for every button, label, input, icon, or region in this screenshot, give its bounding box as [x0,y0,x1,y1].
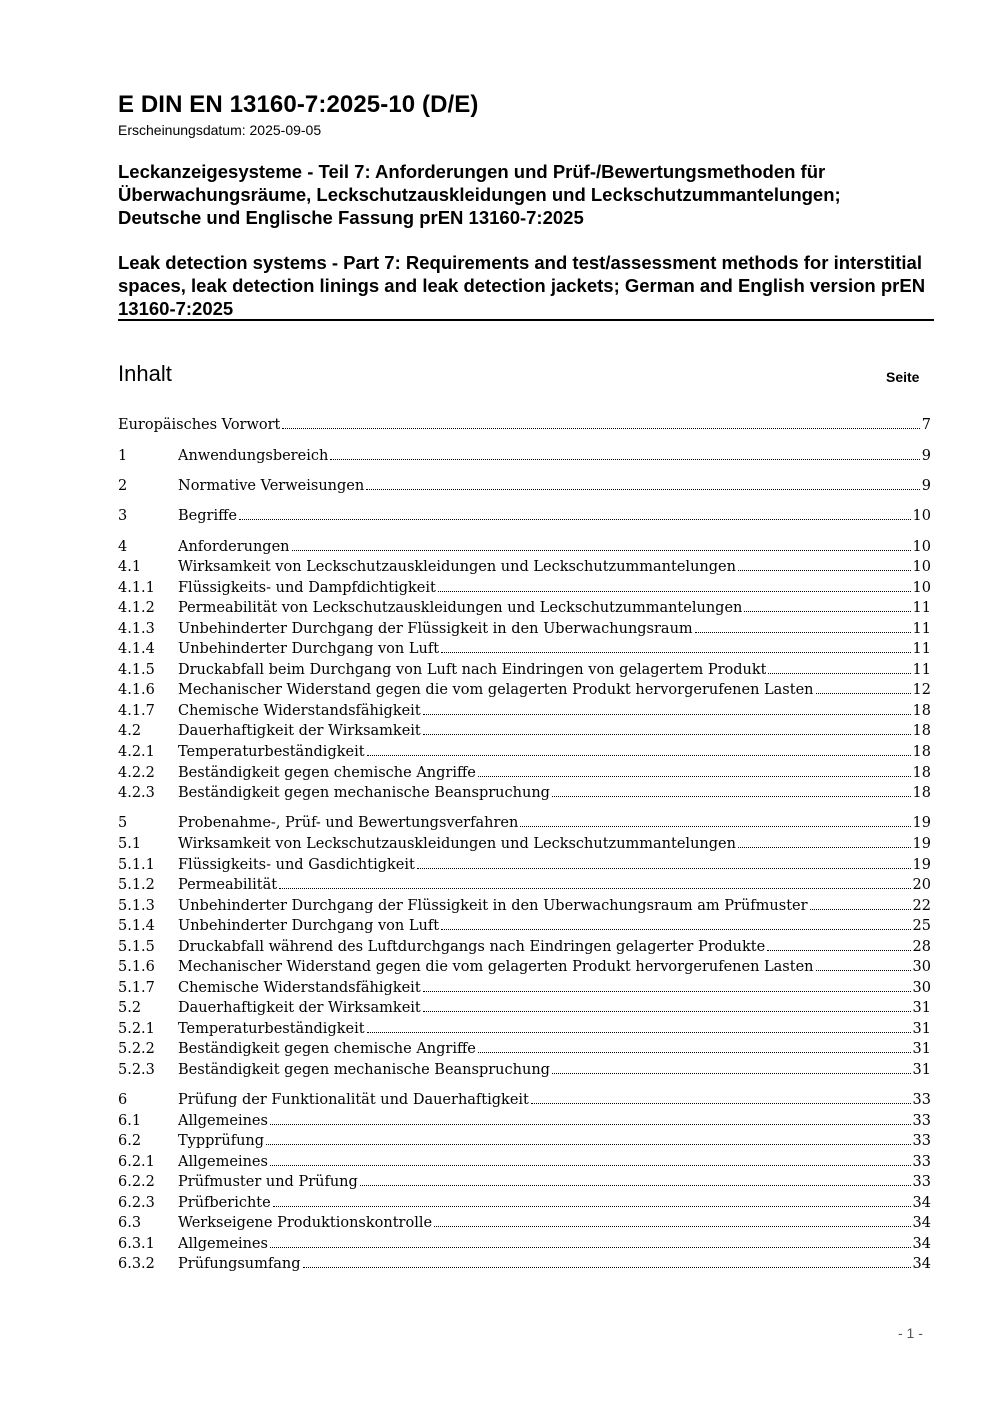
toc-entry-page: 12 [912,682,931,698]
toc-dot-leader [360,1185,911,1186]
toc-entry-title: Prüfungsumfang [178,1256,301,1272]
toc-entry-title: Temperaturbeständigkeit [178,1021,365,1037]
toc-entry-number: 5 [118,815,128,831]
toc-dot-leader [423,1011,911,1012]
toc-entry-page: 11 [912,662,931,678]
toc-page-column-label: Seite [886,369,920,385]
toc-entry-page: 11 [912,621,931,637]
toc-dot-leader [520,826,910,827]
toc-entry-title: Normative Verweisungen [178,478,365,494]
toc-entry-title: Permeabilität [178,877,278,893]
toc-entry-title: Unbehinderter Durchgang von Luft [178,641,440,657]
toc-entry-page: 10 [912,539,931,555]
toc-entry-title: Prüfberichte [178,1195,271,1211]
toc-entry[interactable] [118,621,931,641]
toc-entry-title: Typprüfung [178,1133,265,1149]
toc-entry-title: Dauerhaftigkeit der Wirksamkeit [178,1000,421,1016]
toc-entry-number: 5.1 [118,836,142,852]
toc-entry-title: Prüfmuster und Prüfung [178,1174,358,1190]
toc-entry-title: Mechanischer Widerstand gegen die vom gelagerten Produkt hervorgerufenen Lasten [178,959,814,975]
toc-entry-title: Allgemeines [178,1236,268,1252]
toc-entry-number: 5.1.2 [118,877,155,893]
toc-dot-leader [767,950,910,951]
toc-entry-title: Beständigkeit gegen mechanische Beanspruchung [178,785,550,801]
toc-entry[interactable] [118,417,931,437]
toc-entry-page: 25 [912,918,931,934]
toc-entry-page: 9 [921,448,931,464]
toc-dot-leader [367,1032,911,1033]
toc-entry-title: Dauerhaftigkeit der Wirksamkeit [178,723,421,739]
toc-dot-leader [768,673,910,674]
toc-entry-title: Anwendungsbereich [178,448,329,464]
toc-entry-number: 6.3.2 [118,1256,155,1272]
toc-dot-leader [434,1226,910,1227]
toc-entry-number: 4.2.2 [118,765,155,781]
toc-entry[interactable] [118,1154,931,1174]
toc-entry-page: 34 [912,1195,931,1211]
toc-entry[interactable] [118,836,931,856]
toc-entry[interactable] [118,580,931,600]
toc-entry-number: 5.2.2 [118,1041,155,1057]
toc-dot-leader [695,632,911,633]
toc-entry-number: 6.3.1 [118,1236,155,1252]
toc-dot-leader [417,868,911,869]
toc-entry[interactable] [118,1113,931,1133]
toc-entry-number: 4 [118,539,128,555]
toc-entry-title: Mechanischer Widerstand gegen die vom gelagerten Produkt hervorgerufenen Lasten [178,682,814,698]
toc-entry[interactable] [118,765,931,785]
toc-entry[interactable] [118,785,931,805]
toc-dot-leader [282,428,919,429]
title-german: Leckanzeigesysteme - Teil 7: Anforderungen und Prüf-/Bewertungsmethoden für Überwachungsräume, Leckschutzauskleidungen und Leckschutzummantelungen; Deutsche und Englische Fassung prEN 13160-7:2025 [118,161,841,228]
toc-entry[interactable] [118,600,931,620]
toc-dot-leader [423,991,911,992]
toc-entry[interactable] [118,877,931,897]
toc-entry-number: 4.1.1 [118,580,155,596]
toc-dot-leader [738,847,911,848]
toc-entry-number: 4.1.3 [118,621,155,637]
toc-entry-title: Unbehinderter Durchgang der Flüssigkeit in den Überwachungsraum am Prüfmuster [178,898,808,914]
toc-dot-leader [292,550,911,551]
toc-entry-number: 1 [118,448,128,464]
toc-entry[interactable] [118,448,931,468]
toc-entry-page: 20 [912,877,931,893]
toc-dot-leader [367,755,911,756]
toc-entry-title: Unbehinderter Durchgang von Luft [178,918,440,934]
toc-entry-number: 4.1.2 [118,600,155,616]
toc-entry-page: 18 [912,703,931,719]
toc-entry-title: Anforderungen [178,539,290,555]
toc-entry-page: 33 [912,1092,931,1108]
toc-entry[interactable] [118,959,931,979]
toc-entry-title: Beständigkeit gegen chemische Angriffe [178,765,476,781]
toc-entry-number: 4.1.7 [118,703,155,719]
toc-dot-leader [366,489,920,490]
toc-entry[interactable] [118,682,931,702]
toc-entry-title: Chemische Widerstandsfähigkeit [178,703,421,719]
toc-entry-number: 6.1 [118,1113,142,1129]
toc-entry-page: 19 [912,836,931,852]
toc-entry-number: 5.1.1 [118,857,155,873]
toc-entry-page: 9 [921,478,931,494]
toc-dot-leader [552,796,911,797]
toc-entry[interactable] [118,723,931,743]
toc-entry-title: Werkseigene Produktionskontrolle [178,1215,433,1231]
toc-entry-page: 18 [912,744,931,760]
toc-entry-page: 22 [912,898,931,914]
toc-dot-leader [273,1206,911,1207]
toc-dot-leader [478,1052,911,1053]
toc-entry[interactable] [118,641,931,661]
toc-entry-page: 31 [912,1000,931,1016]
toc-entry-number: 4.1.5 [118,662,155,678]
toc-entry[interactable] [118,1000,931,1020]
toc-entry-number: 4.2.3 [118,785,155,801]
toc-entry-number: 6 [118,1092,128,1108]
toc-entry-title: Flüssigkeits- und Gasdichtigkeit [178,857,415,873]
toc-entry-page: 30 [912,959,931,975]
toc-entry-page: 31 [912,1041,931,1057]
toc-entry[interactable] [118,703,931,723]
toc-entry[interactable] [118,478,931,498]
toc-entry-title: Probenahme-, Prüf- und Bewertungsverfahren [178,815,519,831]
toc-entry-title: Beständigkeit gegen mechanische Beanspruchung [178,1062,550,1078]
toc-entry-title: Chemische Widerstandsfähigkeit [178,980,421,996]
toc-entry-number: 2 [118,478,128,494]
toc-entry[interactable] [118,1092,931,1112]
toc-entry-title: Prüfung der Funktionalität und Dauerhaftigkeit [178,1092,529,1108]
toc-entry-page: 10 [912,580,931,596]
toc-entry[interactable] [118,1041,931,1061]
toc-dot-leader [531,1103,911,1104]
toc-entry-title: Flüssigkeits- und Dampfdichtigkeit [178,580,436,596]
toc-entry-page: 33 [912,1154,931,1170]
toc-entry[interactable] [118,898,931,918]
toc-entry-number: 6.2.1 [118,1154,155,1170]
title-english: Leak detection systems - Part 7: Requirements and test/assessment methods for interstitial spaces, leak detection linings and leak detection jackets; German and English version prEN 13160-7:2025 [118,252,926,319]
toc-entry-page: 28 [912,939,931,955]
toc-entry[interactable] [118,1133,931,1153]
toc-entry-title: Wirksamkeit von Leckschutzauskleidungen und Leckschutzummantelungen [178,559,736,575]
toc-entry[interactable] [118,1174,931,1194]
toc-entry-number: 4.2.1 [118,744,155,760]
toc-entry-page: 18 [912,765,931,781]
toc-entry-page: 11 [912,641,931,657]
toc-entry[interactable] [118,980,931,1000]
toc-entry-number: 6.2.3 [118,1195,155,1211]
toc-entry-page: 18 [912,723,931,739]
toc-entry-page: 18 [912,785,931,801]
toc-entry-title: Allgemeines [178,1113,268,1129]
toc-dot-leader [816,970,911,971]
toc-entry-number: 6.2 [118,1133,142,1149]
toc-dot-leader [478,776,911,777]
toc-dot-leader [552,1073,911,1074]
toc-entry-title: Begriffe [178,508,237,524]
toc-entry-number: 5.1.3 [118,898,155,914]
toc-entry-title: Europäisches Vorwort [118,417,281,433]
toc-dot-leader [303,1267,911,1268]
toc-entry-number: 3 [118,508,128,524]
toc-entry-number: 5.2.3 [118,1062,155,1078]
toc-dot-leader [266,1144,911,1145]
toc-entry-title: Unbehinderter Durchgang der Flüssigkeit in den Überwachungsraum [178,621,693,637]
toc-entry-page: 34 [912,1215,931,1231]
toc-entry[interactable] [118,815,931,835]
footer-page-number: - 1 - [898,1325,923,1341]
toc-entry-page: 19 [912,815,931,831]
toc-entry-title: Wirksamkeit von Leckschutzauskleidungen und Leckschutzummantelungen [178,836,736,852]
toc-dot-leader [744,611,910,612]
toc-dot-leader [738,570,911,571]
toc-entry-page: 33 [912,1133,931,1149]
toc-entry[interactable] [118,744,931,764]
toc-entry[interactable] [118,1236,931,1256]
toc-entry-title: Temperaturbeständigkeit [178,744,365,760]
toc-entry-page: 10 [912,559,931,575]
toc-dot-leader [270,1165,911,1166]
toc-entry-title: Permeabilität von Leckschutzauskleidungen und Leckschutzummantelungen [178,600,743,616]
toc-dot-leader [270,1124,911,1125]
toc-entry-page: 30 [912,980,931,996]
toc-entry[interactable] [118,662,931,682]
toc-dot-leader [423,734,911,735]
toc-dot-leader [441,652,911,653]
toc-entry-title: Beständigkeit gegen chemische Angriffe [178,1041,476,1057]
toc-entry-number: 4.2 [118,723,142,739]
toc-dot-leader [441,929,911,930]
toc-entry-number: 5.1.4 [118,918,155,934]
toc-entry[interactable] [118,857,931,877]
toc-entry-number: 6.2.2 [118,1174,155,1190]
toc-dot-leader [816,693,911,694]
toc-entry-number: 4.1 [118,559,142,575]
toc-entry[interactable] [118,918,931,938]
toc-entry[interactable] [118,1062,931,1082]
toc-entry-number: 5.2 [118,1000,142,1016]
toc-entry-page: 33 [912,1174,931,1190]
toc-dot-leader [423,714,911,715]
toc-entry-title: Druckabfall während des Luftdurchgangs nach Eindringen gelagerter Produkte [178,939,766,955]
toc-entry-number: 5.1.6 [118,959,155,975]
toc-dot-leader [279,888,910,889]
document-id: E DIN EN 13160-7:2025-10 (D/E) [118,91,479,118]
toc-entry-page: 7 [921,417,931,433]
toc-entry-number: 4.1.4 [118,641,155,657]
issue-date: Erscheinungsdatum: 2025-09-05 [118,122,322,138]
toc-entry-page: 31 [912,1062,931,1078]
toc-entry[interactable] [118,539,931,559]
toc-entry-page: 10 [912,508,931,524]
toc-entry-number: 4.1.6 [118,682,155,698]
toc-entry-number: 5.2.1 [118,1021,155,1037]
toc-entry-page: 34 [912,1236,931,1252]
toc-entry[interactable] [118,1256,931,1276]
toc-entry-number: 5.1.5 [118,939,155,955]
toc-entry-number: 6.3 [118,1215,142,1231]
toc-entry-title: Druckabfall beim Durchgang von Luft nach Eindringen von gelagertem Produkt [178,662,767,678]
toc-entry-page: 19 [912,857,931,873]
toc-entry-page: 33 [912,1113,931,1129]
toc-entry[interactable] [118,1215,931,1235]
toc-entry[interactable] [118,1021,931,1041]
toc-entry-page: 31 [912,1021,931,1037]
toc-entry-page: 34 [912,1256,931,1272]
toc-entry-number: 5.1.7 [118,980,155,996]
toc-entry[interactable] [118,508,931,528]
toc-entry-page: 11 [912,600,931,616]
toc-entry[interactable] [118,559,931,579]
toc-entry-title: Allgemeines [178,1154,268,1170]
toc-heading: Inhalt [118,361,172,386]
toc-entry[interactable] [118,939,931,959]
toc-dot-leader [239,519,911,520]
toc-entry[interactable] [118,1195,931,1215]
toc-dot-leader [270,1247,911,1248]
toc-dot-leader [330,459,919,460]
toc-dot-leader [810,909,911,910]
toc-dot-leader [438,591,911,592]
